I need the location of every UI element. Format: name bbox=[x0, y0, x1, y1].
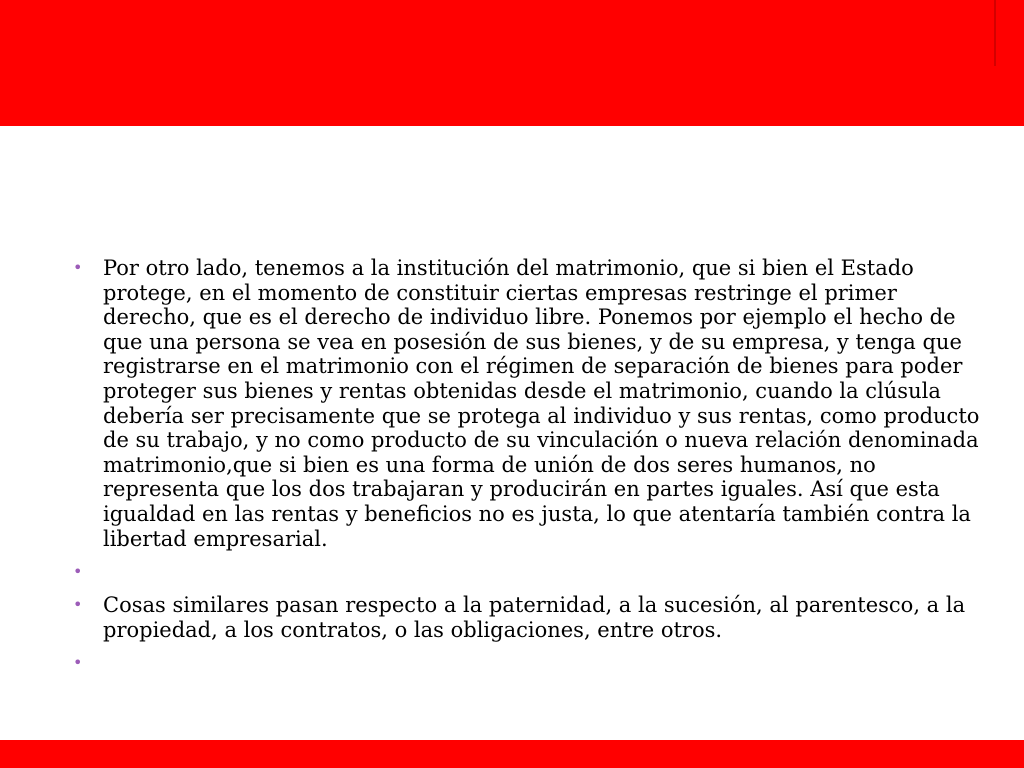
paragraph-text: Cosas similares pasan respecto a la paternidad, a la sucesión, al parentesco, a la propiedad, a los contratos, o las obligaciones, entre otros. bbox=[103, 593, 966, 642]
list-item bbox=[70, 593, 980, 642]
bullet-icon: • bbox=[73, 595, 83, 615]
top-red-band bbox=[0, 0, 1024, 126]
bottom-red-band bbox=[0, 740, 1024, 768]
list-item bbox=[70, 560, 980, 584]
bullet-icon: • bbox=[73, 653, 83, 673]
bullet-icon: • bbox=[73, 258, 83, 277]
list-item bbox=[70, 256, 980, 551]
bullet-list bbox=[70, 256, 980, 684]
corner-accent-line bbox=[994, 0, 996, 66]
list-item bbox=[70, 651, 980, 675]
paragraph-text: Por otro lado, tenemos a la institución del matrimonio, que si bien el Estado protege, en el momento de constituir ciertas empresas restringe el primer derecho, que es el derecho de individuo libre. Ponemos por ejemplo el hecho de que una persona se vea en posesión de sus bienes, y de su empresa, y tenga que registrarse en el matrimonio con el régimen de separación de bienes para poder proteger sus bienes y rentas obtenidas desde el matrimonio, cuando la clúsula debería ser precisamente que se protega al individuo y sus rentas, como producto de su trabajo, y no como producto de su vinculación o nueva relación denominada matrimonio,que si bien es una forma de unión de dos seres humanos, no representa que los dos trabajaran y producirán en partes iguales. Así que esta igualdad en las rentas y beneficios no es justa, lo que atentaría también contra la libertad empresarial. bbox=[103, 256, 980, 551]
bullet-icon: • bbox=[73, 562, 83, 582]
